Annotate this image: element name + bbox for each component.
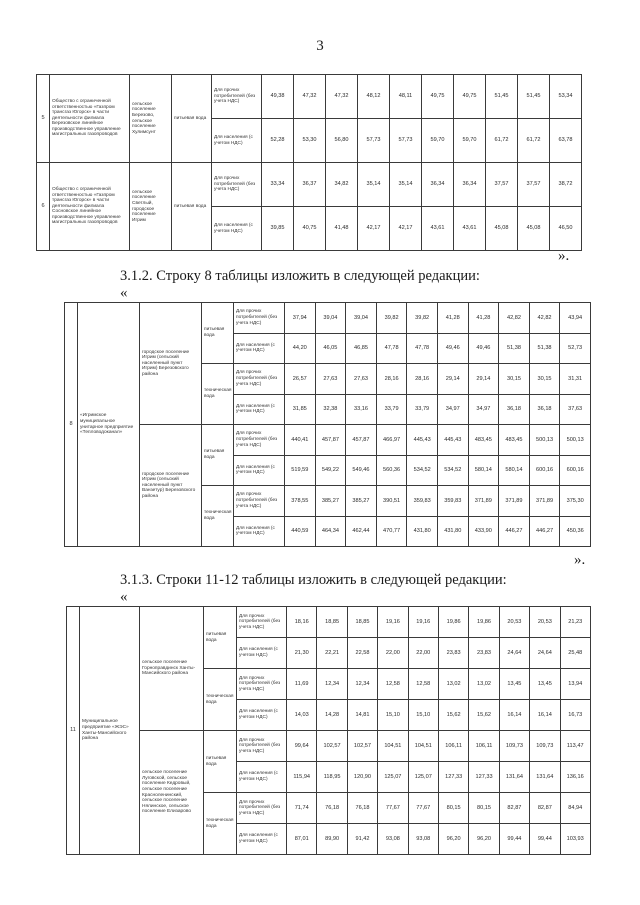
tariff-value: 12,34: [347, 669, 377, 700]
consumer-group-label: Для прочих потребителей (без учета НДС): [234, 425, 285, 456]
table-row: [65, 303, 591, 334]
tariff-value: 103,93: [560, 824, 590, 855]
tariff-value: 47,32: [326, 75, 358, 119]
tariff-value: 446,27: [499, 516, 530, 547]
tariff-value: 35,14: [358, 163, 390, 207]
tariff-value: 500,13: [529, 425, 560, 456]
tariff-value: 20,53: [499, 607, 529, 638]
tariff-value: 36,18: [499, 394, 530, 425]
territory-name: городское поселение Игрим (сельский населенный пункт Игрим) Березовского района: [140, 303, 202, 425]
opening-quote-3-1-3: «: [120, 589, 128, 605]
tariff-value: 37,57: [486, 163, 518, 207]
tariff-value: 445,43: [407, 425, 438, 456]
tariff-value: 21,30: [287, 638, 317, 669]
tariff-value: 19,86: [438, 607, 468, 638]
organization-name: Общество с ограниченной ответственностью «Газпром трансгаз Югорск» в части деятельности филиала Березовское линейное производственное управление магистральных газопроводов: [50, 75, 130, 163]
tariff-value: 534,52: [437, 455, 468, 486]
tariff-value: 49,38: [262, 75, 294, 119]
tariff-value: 41,48: [326, 207, 358, 251]
tariff-value: 445,43: [437, 425, 468, 456]
tariff-value: 99,44: [499, 824, 529, 855]
tariff-value: 433,90: [468, 516, 499, 547]
tariff-value: 457,87: [315, 425, 346, 456]
tariff-value: 580,14: [468, 455, 499, 486]
consumer-group-label: Для населения (с учетом НДС): [212, 119, 262, 163]
tariff-value: 33,79: [407, 394, 438, 425]
tariff-value: 48,11: [390, 75, 422, 119]
tariff-value: 76,18: [347, 793, 377, 824]
tariff-value: 13,94: [560, 669, 590, 700]
tariff-value: 45,08: [486, 207, 518, 251]
table-row: [67, 607, 591, 638]
tariff-value: 42,17: [390, 207, 422, 251]
territory-name: сельское поселение Луговской, сельское поселение Кедровый, сельское поселение Красноленинский, сельское поселение Нялинское, сельское поселение Елизарово: [140, 731, 204, 855]
tariff-value: 93,08: [378, 824, 408, 855]
tariff-value: 446,27: [529, 516, 560, 547]
table-row: [65, 425, 591, 456]
tariff-value: 49,75: [422, 75, 454, 119]
consumer-group-label: Для прочих потребителей (без учета НДС): [234, 303, 285, 334]
tariff-value: 25,48: [560, 638, 590, 669]
tariff-value: 33,79: [376, 394, 407, 425]
tariff-value: 16,14: [499, 700, 529, 731]
tariff-value: 36,34: [422, 163, 454, 207]
tariff-value: 385,27: [346, 486, 377, 517]
tariff-value: 18,85: [317, 607, 347, 638]
tariff-value: 45,08: [518, 207, 550, 251]
tariff-value: 12,58: [378, 669, 408, 700]
consumer-group-label: Для населения (с учетом НДС): [237, 638, 287, 669]
tariff-value: 84,94: [560, 793, 590, 824]
territory-name: городское поселение Игрим (сельский населенный пункт Ванзетур) Березовского района: [140, 425, 202, 547]
tariff-value: 106,11: [469, 731, 499, 762]
tariff-value: 96,20: [469, 824, 499, 855]
tariff-value: 39,04: [346, 303, 377, 334]
tariff-value: 80,15: [438, 793, 468, 824]
tariff-value: 44,20: [285, 333, 316, 364]
water-type: техническая вода: [202, 364, 234, 425]
tariff-value: 500,13: [560, 425, 591, 456]
tariff-value: 371,89: [529, 486, 560, 517]
water-type: техническая вода: [202, 486, 234, 547]
tariff-value: 20,53: [530, 607, 560, 638]
tariff-value: 91,42: [347, 824, 377, 855]
water-type: питьевая вода: [202, 425, 234, 486]
tariff-value: 28,16: [407, 364, 438, 395]
tariff-value: 359,83: [437, 486, 468, 517]
tariff-table-rows-11-12: [66, 606, 591, 855]
tariff-value: 31,31: [560, 364, 591, 395]
row-number: 5: [37, 75, 50, 163]
tariff-value: 99,64: [287, 731, 317, 762]
tariff-value: 27,63: [315, 364, 346, 395]
tariff-value: 87,01: [287, 824, 317, 855]
tariff-table-row-8: [64, 302, 591, 547]
tariff-value: 13,02: [438, 669, 468, 700]
row-number: 8: [65, 303, 78, 547]
water-type: техническая вода: [204, 793, 237, 855]
tariff-value: 457,87: [346, 425, 377, 456]
tariff-value: 15,10: [378, 700, 408, 731]
consumer-group-label: Для прочих потребителей (без учета НДС): [237, 731, 287, 762]
opening-quote-3-1-2: «: [120, 285, 128, 301]
tariff-value: 600,16: [529, 455, 560, 486]
tariff-value: 39,82: [376, 303, 407, 334]
tariff-value: 57,73: [390, 119, 422, 163]
tariff-value: 120,90: [347, 762, 377, 793]
tariff-value: 22,58: [347, 638, 377, 669]
tariff-value: 464,34: [315, 516, 346, 547]
tariff-value: 109,73: [530, 731, 560, 762]
consumer-group-label: Для населения (с учетом НДС): [234, 394, 285, 425]
tariff-value: 22,00: [378, 638, 408, 669]
consumer-group-label: Для прочих потребителей (без учета НДС): [237, 793, 287, 824]
tariff-value: 131,64: [530, 762, 560, 793]
tariff-value: 37,94: [285, 303, 316, 334]
tariff-value: 63,78: [550, 119, 582, 163]
tariff-value: 15,10: [408, 700, 438, 731]
tariff-value: 36,34: [454, 163, 486, 207]
tariff-value: 16,14: [530, 700, 560, 731]
tariff-value: 29,14: [468, 364, 499, 395]
tariff-value: 39,85: [262, 207, 294, 251]
tariff-value: 371,89: [499, 486, 530, 517]
tariff-value: 37,57: [518, 163, 550, 207]
territory-name: сельское поселение Горноправдинск Ханты-Мансийского района: [140, 607, 204, 731]
tariff-value: 102,57: [317, 731, 347, 762]
tariff-table-continuation: [36, 74, 582, 251]
tariff-value: 125,07: [408, 762, 438, 793]
tariff-value: 46,50: [550, 207, 582, 251]
tariff-value: 18,85: [347, 607, 377, 638]
tariff-value: 43,61: [422, 207, 454, 251]
consumer-group-label: Для населения (с учетом НДС): [234, 333, 285, 364]
section-heading-3-1-3: 3.1.3. Строки 11-12 таблицы изложить в следующей редакции:: [120, 572, 507, 588]
tariff-value: 462,44: [346, 516, 377, 547]
tariff-value: 80,15: [469, 793, 499, 824]
tariff-value: 89,90: [317, 824, 347, 855]
tariff-value: 15,62: [469, 700, 499, 731]
tariff-value: 37,63: [560, 394, 591, 425]
tariff-value: 390,51: [376, 486, 407, 517]
tariff-value: 82,87: [530, 793, 560, 824]
tariff-value: 371,89: [468, 486, 499, 517]
tariff-value: 53,34: [550, 75, 582, 119]
consumer-group-label: Для прочих потребителей (без учета НДС): [237, 607, 287, 638]
tariff-value: 41,28: [437, 303, 468, 334]
tariff-value: 52,73: [560, 333, 591, 364]
consumer-group-label: Для населения (с учетом НДС): [234, 516, 285, 547]
tariff-value: 27,63: [346, 364, 377, 395]
tariff-value: 42,17: [358, 207, 390, 251]
tariff-value: 47,78: [376, 333, 407, 364]
water-type: питьевая вода: [172, 75, 212, 163]
tariff-value: 77,67: [378, 793, 408, 824]
tariff-value: 19,16: [378, 607, 408, 638]
tariff-value: 51,45: [486, 75, 518, 119]
consumer-group-label: Для населения (с учетом НДС): [212, 207, 262, 251]
tariff-value: 31,85: [285, 394, 316, 425]
tariff-value: 22,21: [317, 638, 347, 669]
tariff-value: 82,87: [499, 793, 529, 824]
tariff-value: 48,12: [358, 75, 390, 119]
tariff-value: 13,45: [499, 669, 529, 700]
tariff-value: 14,03: [287, 700, 317, 731]
tariff-value: 580,14: [499, 455, 530, 486]
territory-name: сельское поселение Светлый, городское поселение Игрим: [130, 163, 172, 251]
tariff-value: 24,64: [530, 638, 560, 669]
tariff-value: 483,45: [468, 425, 499, 456]
tariff-value: 29,14: [437, 364, 468, 395]
tariff-value: 113,47: [560, 731, 590, 762]
tariff-value: 104,51: [408, 731, 438, 762]
tariff-value: 33,34: [262, 163, 294, 207]
tariff-value: 46,05: [315, 333, 346, 364]
tariff-value: 46,85: [346, 333, 377, 364]
tariff-value: 375,30: [560, 486, 591, 517]
tariff-value: 136,16: [560, 762, 590, 793]
water-type: питьевая вода: [204, 731, 237, 793]
tariff-value: 440,41: [285, 425, 316, 456]
tariff-value: 61,72: [486, 119, 518, 163]
tariff-value: 30,15: [529, 364, 560, 395]
tariff-value: 12,58: [408, 669, 438, 700]
tariff-value: 39,04: [315, 303, 346, 334]
tariff-value: 22,00: [408, 638, 438, 669]
tariff-value: 57,73: [358, 119, 390, 163]
tariff-value: 109,73: [499, 731, 529, 762]
tariff-value: 21,23: [560, 607, 590, 638]
tariff-value: 560,36: [376, 455, 407, 486]
tariff-value: 49,46: [468, 333, 499, 364]
tariff-value: 115,94: [287, 762, 317, 793]
tariff-value: 118,95: [317, 762, 347, 793]
tariff-value: 534,52: [407, 455, 438, 486]
page-number: 3: [316, 38, 324, 54]
tariff-value: 19,16: [408, 607, 438, 638]
tariff-value: 33,16: [346, 394, 377, 425]
tariff-value: 35,14: [390, 163, 422, 207]
section-heading-3-1-2: 3.1.2. Строку 8 таблицы изложить в следующей редакции:: [120, 268, 480, 284]
tariff-value: 549,46: [346, 455, 377, 486]
water-type: питьевая вода: [172, 163, 212, 251]
tariff-value: 53,30: [294, 119, 326, 163]
tariff-value: 47,78: [407, 333, 438, 364]
tariff-value: 34,82: [326, 163, 358, 207]
tariff-value: 102,57: [347, 731, 377, 762]
table-row: [37, 163, 582, 207]
tariff-value: 43,94: [560, 303, 591, 334]
tariff-value: 483,45: [499, 425, 530, 456]
tariff-value: 61,72: [518, 119, 550, 163]
tariff-value: 23,83: [469, 638, 499, 669]
tariff-value: 38,72: [550, 163, 582, 207]
closing-quote-2: ».: [574, 552, 586, 568]
tariff-value: 24,64: [499, 638, 529, 669]
tariff-value: 466,97: [376, 425, 407, 456]
tariff-value: 127,33: [438, 762, 468, 793]
tariff-value: 36,37: [294, 163, 326, 207]
organization-name: «Игримское муниципальное унитарное предприятие «Тепловодоканал»: [78, 303, 140, 547]
tariff-value: 12,34: [317, 669, 347, 700]
tariff-value: 519,59: [285, 455, 316, 486]
tariff-value: 34,97: [468, 394, 499, 425]
tariff-value: 99,44: [530, 824, 560, 855]
tariff-value: 51,38: [529, 333, 560, 364]
tariff-value: 41,28: [468, 303, 499, 334]
tariff-value: 385,27: [315, 486, 346, 517]
tariff-value: 30,15: [499, 364, 530, 395]
consumer-group-label: Для прочих потребителей (без учета НДС): [237, 669, 287, 700]
tariff-value: 51,45: [518, 75, 550, 119]
tariff-value: 34,97: [437, 394, 468, 425]
tariff-value: 51,38: [499, 333, 530, 364]
tariff-value: 52,28: [262, 119, 294, 163]
tariff-value: 40,75: [294, 207, 326, 251]
consumer-group-label: Для населения (с учетом НДС): [237, 762, 287, 793]
tariff-value: 47,32: [294, 75, 326, 119]
row-number: 11: [67, 607, 80, 855]
consumer-group-label: Для населения (с учетом НДС): [237, 824, 287, 855]
tariff-value: 378,55: [285, 486, 316, 517]
tariff-value: 125,07: [378, 762, 408, 793]
tariff-value: 18,16: [287, 607, 317, 638]
water-type: техническая вода: [204, 669, 237, 731]
tariff-value: 71,74: [287, 793, 317, 824]
tariff-value: 43,61: [454, 207, 486, 251]
tariff-value: 59,70: [422, 119, 454, 163]
tariff-value: 440,59: [285, 516, 316, 547]
tariff-value: 11,69: [287, 669, 317, 700]
tariff-value: 470,77: [376, 516, 407, 547]
tariff-value: 59,70: [454, 119, 486, 163]
table-row: [67, 731, 591, 762]
water-type: питьевая вода: [202, 303, 234, 364]
consumer-group-label: Для прочих потребителей (без учета НДС): [212, 75, 262, 119]
tariff-value: 13,45: [530, 669, 560, 700]
tariff-value: 26,57: [285, 364, 316, 395]
tariff-value: 104,51: [378, 731, 408, 762]
tariff-value: 106,11: [438, 731, 468, 762]
table-row: [37, 75, 582, 119]
tariff-value: 28,16: [376, 364, 407, 395]
tariff-value: 13,02: [469, 669, 499, 700]
tariff-value: 14,81: [347, 700, 377, 731]
tariff-value: 19,86: [469, 607, 499, 638]
row-number: 6: [37, 163, 50, 251]
tariff-value: 76,18: [317, 793, 347, 824]
tariff-value: 42,82: [529, 303, 560, 334]
water-type: питьевая вода: [204, 607, 237, 669]
tariff-value: 16,73: [560, 700, 590, 731]
consumer-group-label: Для прочих потребителей (без учета НДС): [234, 486, 285, 517]
tariff-value: 56,80: [326, 119, 358, 163]
tariff-value: 39,82: [407, 303, 438, 334]
tariff-value: 127,33: [469, 762, 499, 793]
tariff-value: 49,46: [437, 333, 468, 364]
tariff-value: 131,64: [499, 762, 529, 793]
tariff-value: 32,38: [315, 394, 346, 425]
closing-quote-1: ».: [558, 248, 570, 264]
tariff-value: 549,22: [315, 455, 346, 486]
tariff-value: 36,18: [529, 394, 560, 425]
tariff-value: 450,36: [560, 516, 591, 547]
territory-name: сельское поселение Березово, сельское поселение Хулимсунт: [130, 75, 172, 163]
tariff-value: 431,80: [407, 516, 438, 547]
tariff-value: 15,62: [438, 700, 468, 731]
consumer-group-label: Для прочих потребителей (без учета НДС): [234, 364, 285, 395]
tariff-value: 93,08: [408, 824, 438, 855]
organization-name: Общество с ограниченной ответственностью «Газпром трансгаз Югорск» в части деятельности филиала Сосновское линейное производственное управление магистральных газопроводов: [50, 163, 130, 251]
tariff-value: 77,67: [408, 793, 438, 824]
tariff-value: 359,83: [407, 486, 438, 517]
organization-name: Муниципальное предприятие «ЖЭС» Ханты-Мансийского района: [80, 607, 140, 855]
consumer-group-label: Для прочих потребителей (без учета НДС): [212, 163, 262, 207]
tariff-value: 14,28: [317, 700, 347, 731]
tariff-value: 42,82: [499, 303, 530, 334]
tariff-value: 49,75: [454, 75, 486, 119]
tariff-value: 431,80: [437, 516, 468, 547]
consumer-group-label: Для населения (с учетом НДС): [237, 700, 287, 731]
tariff-value: 23,83: [438, 638, 468, 669]
tariff-value: 96,20: [438, 824, 468, 855]
tariff-value: 600,16: [560, 455, 591, 486]
consumer-group-label: Для населения (с учетом НДС): [234, 455, 285, 486]
